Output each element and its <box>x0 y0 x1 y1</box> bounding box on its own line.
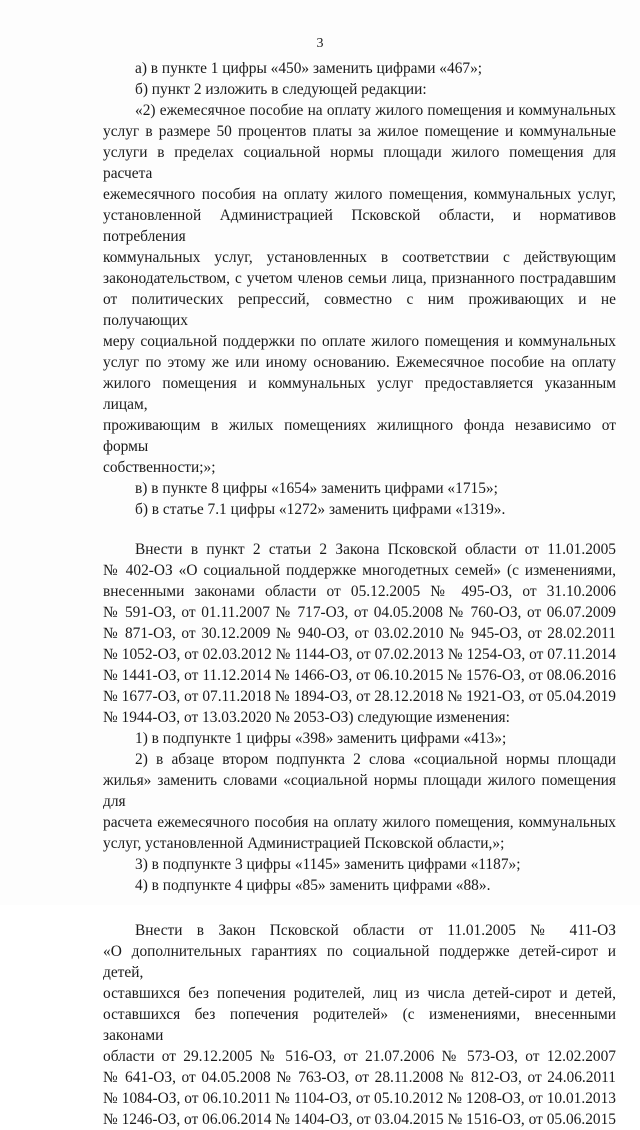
text-line: услуг по этому же или иному основанию. Ежемесячное пособие на оплату <box>103 354 616 371</box>
text-line: оставшихся без попечения родителей, лиц из числа детей-сирот и детей, <box>103 985 616 1002</box>
text-line: № 1246-ОЗ, от 06.06.2014 № 1404-ОЗ, от 03.04.2015 № 1516-ОЗ, от 05.06.2015 <box>103 1111 616 1128</box>
text-line: 1) в подпункте 1 цифры «398» заменить цифрами «413»; <box>135 730 507 747</box>
text-line: № 1084-ОЗ, от 06.10.2011 № 1104-ОЗ, от 05.10.2012 № 1208-ОЗ, от 10.01.2013 <box>103 1090 616 1107</box>
text-line: проживающим в жилых помещениях жилищного фонда независимо от формы <box>103 417 616 455</box>
text-line: «О дополнительных гарантиях по социальной поддержке детей-сирот и детей, <box>103 943 616 981</box>
text-line: № 871-ОЗ, от 30.12.2009 № 940-ОЗ, от 03.02.2010 № 945-ОЗ, от 28.02.2011 <box>103 625 616 642</box>
text-line: «2) ежемесячное пособие на оплату жилого помещения и коммунальных <box>135 102 616 119</box>
text-line: жилого помещения и коммунальных услуг предоставляется указанным лицам, <box>103 375 616 413</box>
text-line: Внести в Закон Псковской области от 11.01.2005 № 411-ОЗ <box>135 922 616 939</box>
text-line: собственности;»; <box>103 459 216 476</box>
text-line: законодательством, с учетом членов семьи лица, признанного пострадавшим <box>103 270 616 287</box>
text-line: меру социальной поддержки по оплате жилого помещения и коммунальных <box>103 333 616 350</box>
text-line: коммунальных услуг, установленных в соответствии с действующим <box>103 249 616 266</box>
text-line: Внести в пункт 2 статьи 2 Закона Псковской области от 11.01.2005 <box>135 541 616 558</box>
text-line: услуги в пределах социальной нормы площади жилого помещения для расчета <box>103 144 616 182</box>
text-line: оставшихся без попечения родителей» (с изменениями, внесенными законами <box>103 1006 616 1044</box>
text-line: области от 29.12.2005 № 516-ОЗ, от 21.07.2006 № 573-ОЗ, от 12.02.2007 <box>103 1048 616 1065</box>
text-line: расчета ежемесячного пособия на оплату жилого помещения, коммунальных <box>103 814 616 831</box>
text-line: от политических репрессий, совместно с ним проживающих и не получающих <box>103 291 616 329</box>
text-line: № 1052-ОЗ, от 02.03.2012 № 1144-ОЗ, от 07.02.2013 № 1254-ОЗ, от 07.11.2014 <box>103 646 616 663</box>
text-line: 4) в подпункте 4 цифры «85» заменить цифрами «88». <box>135 877 491 894</box>
text-line: установленной Администрацией Псковской области, и нормативов потребления <box>103 207 616 245</box>
text-line: № 402-ОЗ «О социальной поддержке многодетных семей» (с изменениями, <box>103 562 616 579</box>
text-line: 2) в абзаце втором подпункта 2 слова «социальной нормы площади <box>135 751 616 768</box>
text-line: б) в статье 7.1 цифры «1272» заменить цифрами «1319». <box>135 501 506 518</box>
text-line: жилья» заменить словами «социальной нормы площади жилого помещения для <box>103 772 616 810</box>
text-line: 3) в подпункте 3 цифры «1145» заменить цифрами «1187»; <box>135 856 521 873</box>
text-line: услуг, установленной Администрацией Псковской области,»; <box>103 835 505 852</box>
text-line: а) в пункте 1 цифры «450» заменить цифрами «467»; <box>135 60 483 77</box>
text-line: внесенными законами области от 05.12.2005 № 495-ОЗ, от 31.10.2006 <box>103 583 616 600</box>
text-line: № 641-ОЗ, от 04.05.2008 № 763-ОЗ, от 28.11.2008 № 812-ОЗ, от 24.06.2011 <box>103 1069 616 1086</box>
text-line: № 1441-ОЗ, от 11.12.2014 № 1466-ОЗ, от 06.10.2015 № 1576-ОЗ, от 08.06.2016 <box>103 667 616 684</box>
text-line: ежемесячного пособия на оплату жилого помещения, коммунальных услуг, <box>103 186 616 203</box>
text-line: б) пункт 2 изложить в следующей редакции: <box>135 81 427 98</box>
page-number: 3 <box>316 36 324 51</box>
text-line: № 1677-ОЗ, от 07.11.2018 № 1894-ОЗ, от 28.12.2018 № 1921-ОЗ, от 05.04.2019 <box>103 688 616 705</box>
text-line: № 591-ОЗ, от 01.11.2007 № 717-ОЗ, от 04.05.2008 № 760-ОЗ, от 06.07.2009 <box>103 604 616 621</box>
text-line: в) в пункте 8 цифры «1654» заменить цифрами «1715»; <box>135 480 498 497</box>
text-line: услуг в размере 50 процентов платы за жилое помещение и коммунальные <box>103 123 616 140</box>
document-body <box>103 58 616 1130</box>
text-line: № 1944-ОЗ, от 13.03.2020 № 2053-ОЗ) следующие изменения: <box>103 709 510 726</box>
